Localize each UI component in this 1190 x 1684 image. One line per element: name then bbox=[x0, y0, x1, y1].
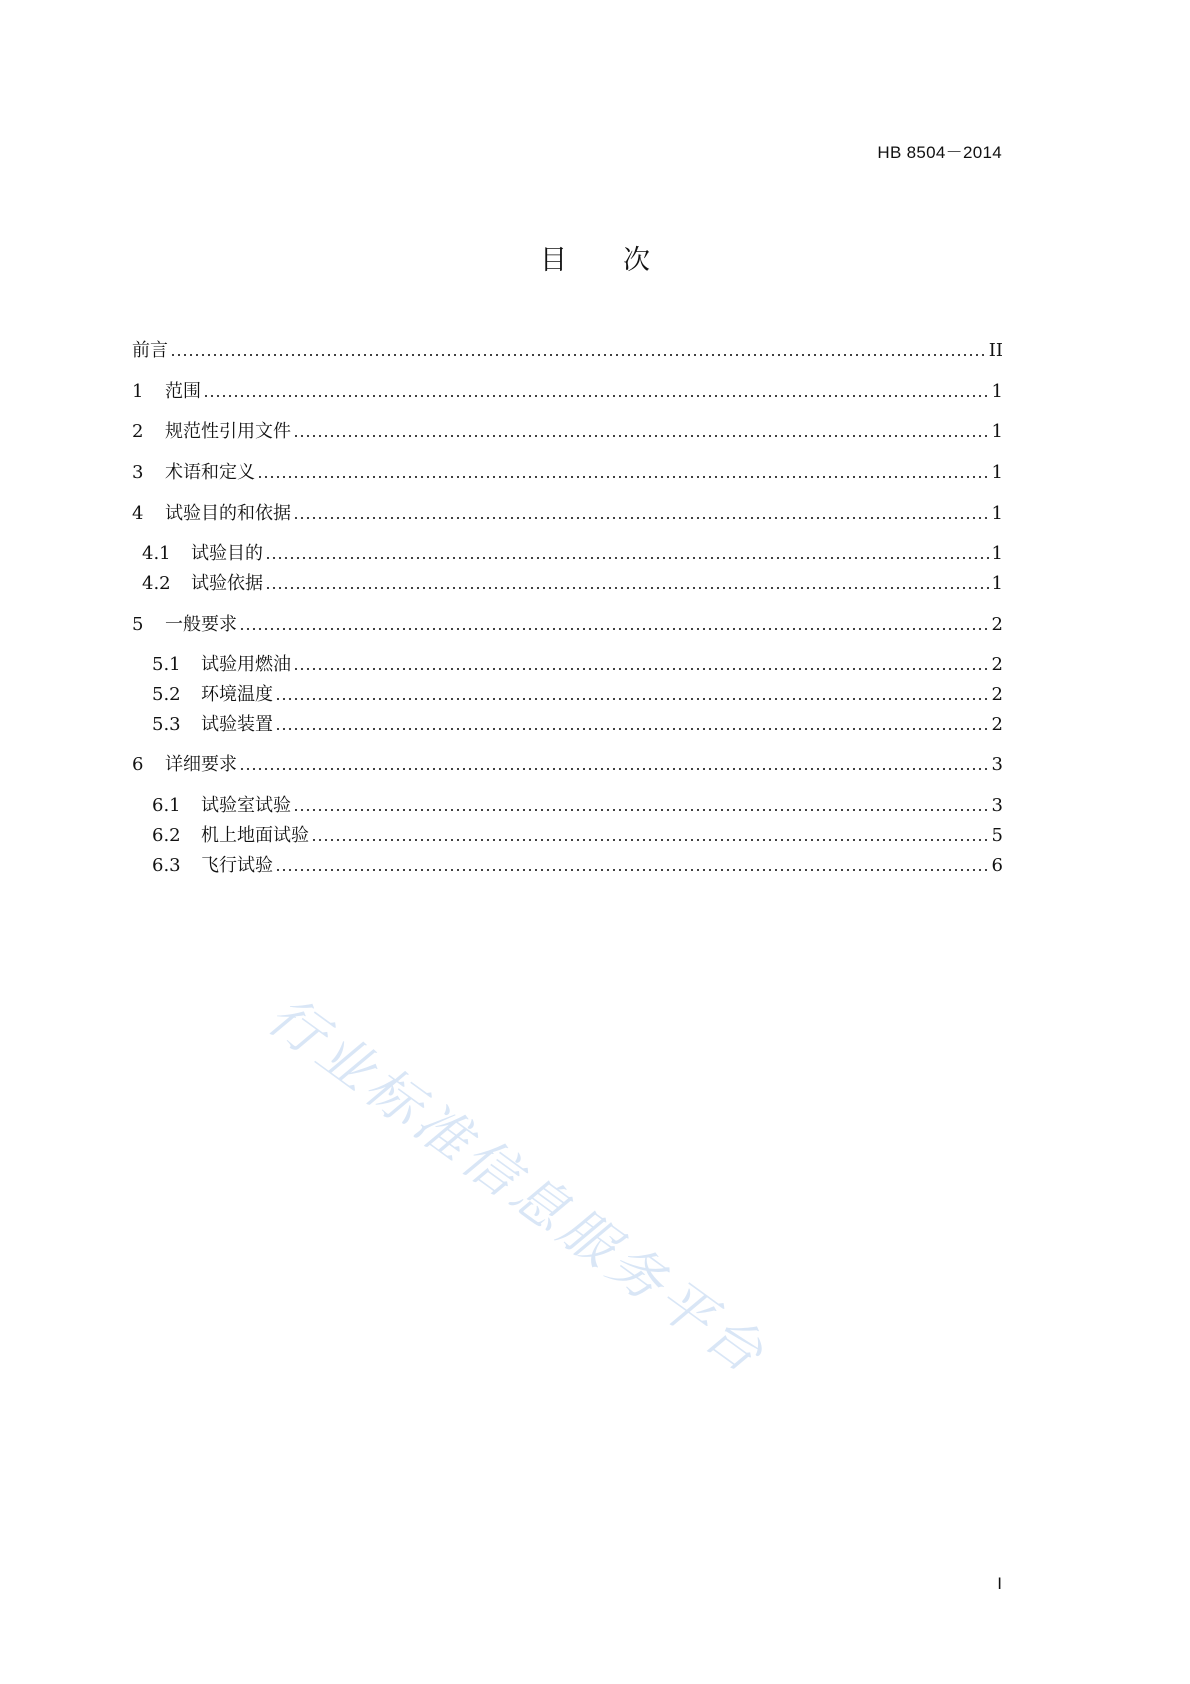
toc-entry-page: 1 bbox=[991, 381, 1003, 402]
dot-leader bbox=[293, 516, 990, 520]
page-number: I bbox=[997, 1574, 1002, 1593]
watermark: 行业标准信息服务平台 bbox=[256, 983, 779, 1388]
toc-entry[interactable] bbox=[132, 503, 1003, 525]
toc-entry-page: 2 bbox=[991, 614, 1003, 635]
dot-leader bbox=[170, 353, 987, 357]
toc-entry[interactable] bbox=[152, 795, 1003, 817]
dot-leader bbox=[275, 868, 990, 872]
dot-leader bbox=[275, 697, 990, 701]
toc-entry-number: 4 bbox=[132, 503, 144, 524]
dot-leader bbox=[239, 767, 990, 771]
toc-entry[interactable] bbox=[132, 462, 1003, 484]
dot-leader bbox=[203, 394, 990, 398]
page-title: 目次 bbox=[540, 245, 706, 276]
toc-entry-number: 3 bbox=[132, 462, 144, 483]
toc-entry[interactable] bbox=[132, 614, 1003, 636]
toc-entry-number: 6.1 bbox=[152, 795, 181, 816]
toc-entry-number: 6 bbox=[132, 754, 144, 775]
toc-entry[interactable] bbox=[132, 381, 1003, 403]
toc-entry[interactable] bbox=[152, 714, 1003, 736]
toc-entry-label: 试验室试验 bbox=[201, 795, 291, 816]
toc-entry-label: 试验目的和依据 bbox=[165, 503, 291, 524]
toc-entry-number: 1 bbox=[132, 381, 144, 402]
toc-entry[interactable] bbox=[142, 543, 1003, 565]
dot-leader bbox=[293, 808, 990, 812]
toc-entry-page: 1 bbox=[991, 462, 1003, 483]
toc-entry-label: 试验目的 bbox=[191, 543, 263, 564]
toc-entry-label: 范围 bbox=[165, 381, 201, 402]
toc-entry[interactable] bbox=[132, 340, 1003, 362]
toc-entry-label: 术语和定义 bbox=[165, 462, 255, 483]
toc-entry-label: 试验装置 bbox=[201, 714, 273, 735]
toc-entry-page: 6 bbox=[991, 855, 1003, 876]
toc-entry[interactable] bbox=[132, 421, 1003, 443]
toc-entry-number: 2 bbox=[132, 421, 144, 442]
toc-entry[interactable] bbox=[152, 855, 1003, 877]
dot-leader bbox=[293, 434, 990, 438]
toc-entry-number: 4.1 bbox=[142, 543, 171, 564]
toc-entry[interactable] bbox=[152, 825, 1003, 847]
toc-entry-label: 试验依据 bbox=[191, 573, 263, 594]
toc-entry-number: 5.1 bbox=[152, 654, 181, 675]
toc-entry-page: 5 bbox=[991, 825, 1003, 846]
dot-leader bbox=[293, 667, 990, 671]
toc-entry-page: 1 bbox=[991, 573, 1003, 594]
toc-entry-page: 3 bbox=[991, 795, 1003, 816]
toc-entry-page: II bbox=[988, 340, 1003, 361]
toc-entry-number: 6.2 bbox=[152, 825, 181, 846]
dot-leader bbox=[265, 556, 990, 560]
toc-entry[interactable] bbox=[152, 684, 1003, 706]
dot-leader bbox=[265, 586, 990, 590]
dot-leader bbox=[275, 727, 990, 731]
toc-entry-page: 1 bbox=[991, 543, 1003, 564]
toc-entry-page: 1 bbox=[991, 421, 1003, 442]
dot-leader bbox=[257, 475, 990, 479]
toc-entry-number: 5 bbox=[132, 614, 144, 635]
toc-entry-label: 试验用燃油 bbox=[201, 654, 291, 675]
toc-entry-label: 详细要求 bbox=[165, 754, 237, 775]
toc-entry-label: 环境温度 bbox=[201, 684, 273, 705]
toc-entry-page: 2 bbox=[991, 654, 1003, 675]
toc-entry-page: 2 bbox=[991, 684, 1003, 705]
toc-entry-label: 飞行试验 bbox=[201, 855, 273, 876]
toc-entry-label: 机上地面试验 bbox=[201, 825, 309, 846]
toc-entry-number: 4.2 bbox=[142, 573, 171, 594]
toc-entry[interactable] bbox=[132, 754, 1003, 776]
toc-entry-page: 2 bbox=[991, 714, 1003, 735]
toc-entry-number: 6.3 bbox=[152, 855, 181, 876]
toc-entry-label: 一般要求 bbox=[165, 614, 237, 635]
toc-entry[interactable] bbox=[142, 573, 1003, 595]
toc-entry-label: 前言 bbox=[132, 340, 168, 361]
standard-code: HB 8504－2014 bbox=[877, 143, 1002, 162]
dot-leader bbox=[239, 627, 990, 631]
toc-entry-page: 1 bbox=[991, 503, 1003, 524]
toc-entry[interactable] bbox=[152, 654, 1003, 676]
toc-entry-number: 5.2 bbox=[152, 684, 181, 705]
toc-entry-label: 规范性引用文件 bbox=[165, 421, 291, 442]
dot-leader bbox=[311, 838, 990, 842]
toc-entry-number: 5.3 bbox=[152, 714, 181, 735]
toc-entry-page: 3 bbox=[991, 754, 1003, 775]
